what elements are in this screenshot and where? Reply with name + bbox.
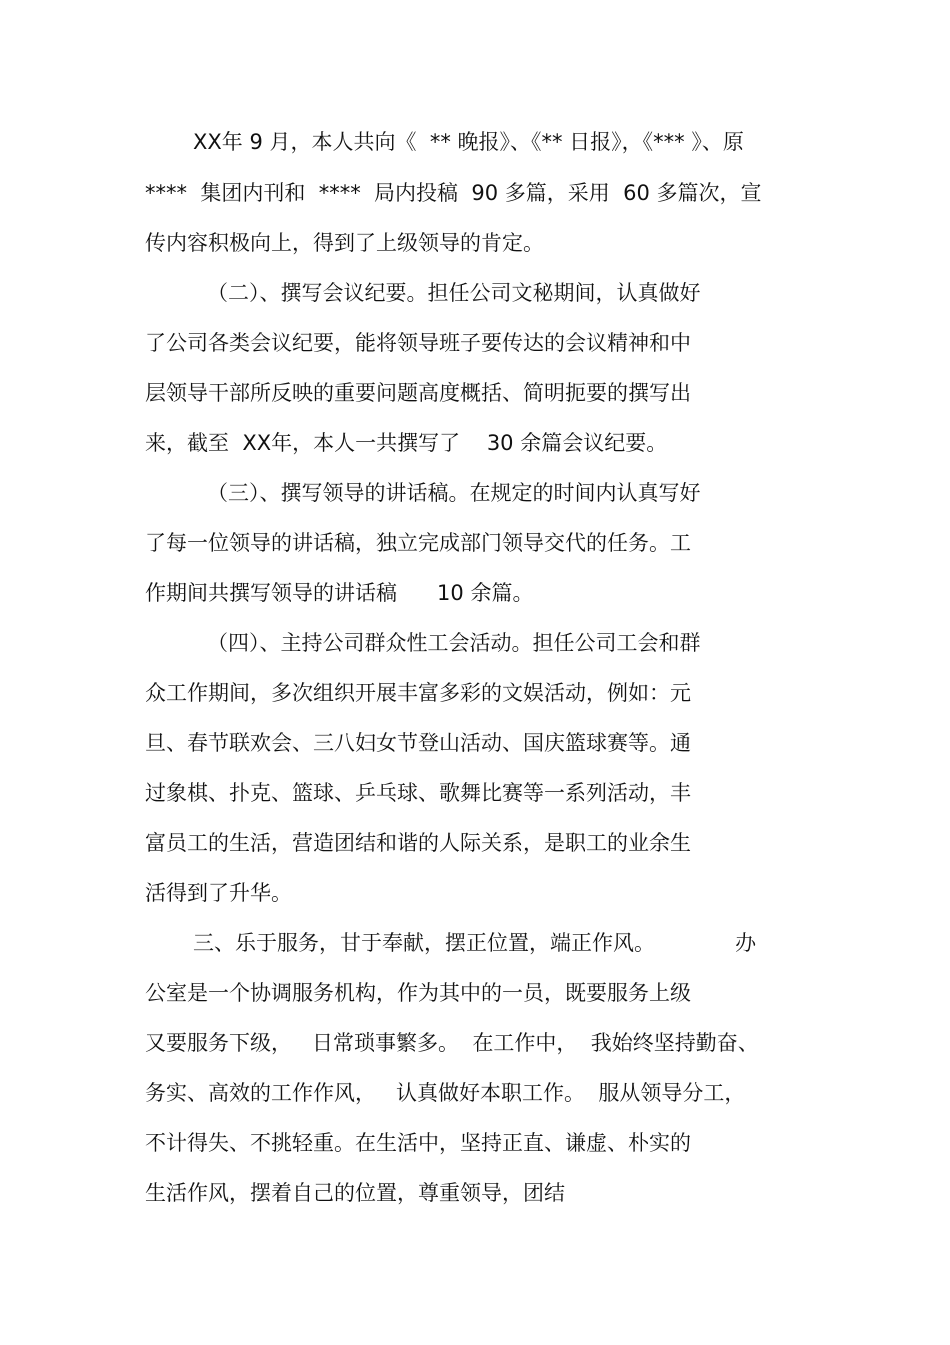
text-line-2: **** 集团内刊和 **** 局内投稿 90 多篇，采用 60 多篇次，宣 — [145, 181, 762, 205]
text-line-6: 层领导干部所反映的重要问题高度概括、简明扼要的撰写出 — [145, 381, 691, 405]
text-line-1: XX年 9 月，本人共向《 ** 晚报》、《** 日报》，《*** 》、原 — [193, 130, 744, 154]
text-line-8: （三）、撰写领导的讲话稿。在规定的时间内认真写好 — [207, 481, 701, 505]
text-line-10: 作期间共撰写领导的讲话稿 10 余篇。 — [145, 581, 534, 605]
text-line-11: （四）、主持公司群众性工会活动。担任公司工会和群 — [207, 631, 701, 655]
text-line-9: 了每一位领导的讲话稿，独立完成部门领导交代的任务。工 — [145, 531, 691, 555]
text-line-17: 三、乐于服务，甘于奉献，摆正位置，端正作风。 办 — [193, 931, 757, 955]
text-line-3: 传内容积极向上，得到了上级领导的肯定。 — [145, 231, 544, 255]
text-line-16: 活得到了升华。 — [145, 881, 292, 905]
text-line-13: 旦、春节联欢会、三八妇女节登山活动、国庆篮球赛等。通 — [145, 731, 691, 755]
text-line-19: 又要服务下级， 日常琐事繁多。 在工作中， 我始终坚持勤奋、 — [145, 1031, 759, 1055]
text-line-20: 务实、高效的工作作风， 认真做好本职工作。 服从领导分工， — [145, 1081, 746, 1105]
text-line-22: 生活作风，摆着自己的位置，尊重领导，团结 — [145, 1181, 565, 1205]
text-line-21: 不计得失、不挑轻重。在生活中，坚持正直、谦虚、朴实的 — [145, 1131, 691, 1155]
text-line-14: 过象棋、扑克、篮球、乒乓球、歌舞比赛等一系列活动，丰 — [145, 781, 691, 805]
text-line-12: 众工作期间，多次组织开展丰富多彩的文娱活动，例如：元 — [145, 681, 691, 705]
text-line-15: 富员工的生活，营造团结和谐的人际关系，是职工的业余生 — [145, 831, 691, 855]
text-line-18: 公室是一个协调服务机构，作为其中的一员，既要服务上级 — [145, 981, 691, 1005]
text-line-4: （二）、撰写会议纪要。担任公司文秘期间，认真做好 — [207, 281, 701, 305]
text-line-7: 来，截至 XX年，本人一共撰写了 30 余篇会议纪要。 — [145, 431, 668, 455]
text-line-5: 了公司各类会议纪要，能将领导班子要传达的会议精神和中 — [145, 331, 691, 355]
